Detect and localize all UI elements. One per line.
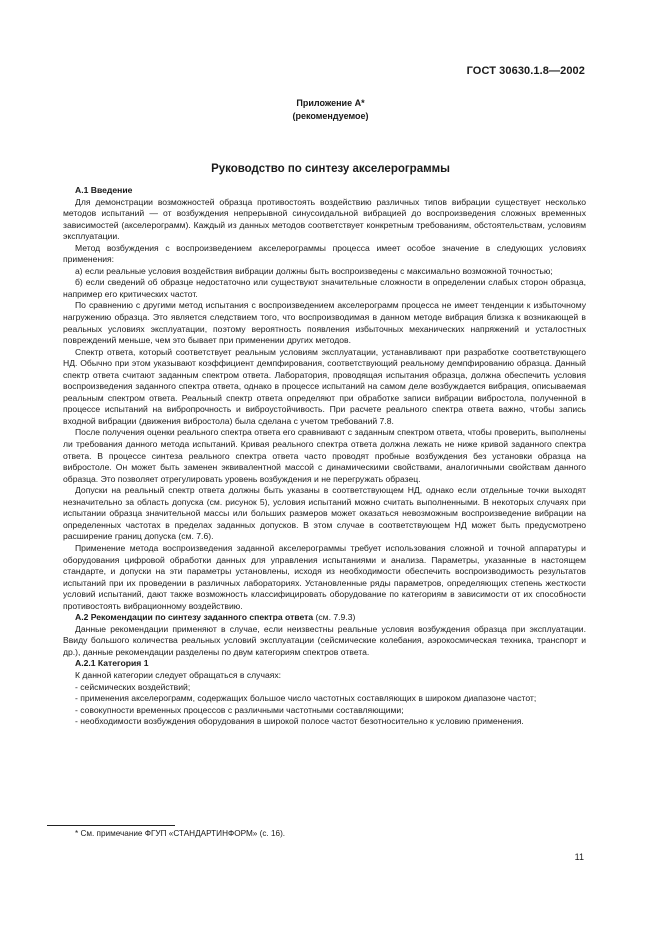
list-item: - применения акселерограмм, содержащих большое число частотных составляющих в широком диапазоне частот; [75,693,537,704]
section-heading-a1: А.1 Введение [75,185,133,195]
annex-title: Приложение А* [296,98,365,108]
section-heading-a2-title: А.2 Рекомендации по синтезу заданного спектра ответа [75,612,314,623]
annex-status: (рекомендуемое) [292,111,369,121]
section-heading-a21: А.2.1 Категория 1 [75,658,149,669]
page-number: 11 [574,852,584,862]
list-item: - необходимости возбуждения оборудования в широкой полосе частот безотносительно к условию применения. [75,716,524,727]
section-heading-a2-ref: (см. 7.9.3) [313,612,356,623]
footnote-divider [47,825,175,826]
section-heading-a2 [63,612,586,624]
annex-heading [0,97,661,123]
list-item: а) если реальные условия воздействия вибрации должны быть воспроизведены с максимально возможной точностью; [75,265,553,276]
document-body [63,185,586,728]
list-item: - совокупности временных процессов с различными частотными составляющими; [75,704,404,715]
paragraph: Метод возбуждения с воспроизведением акселерограммы процесса имеет особое значение в следующих условиях применения: [63,242,586,265]
main-title: Руководство по синтезу акселерограммы [211,163,450,175]
paragraph: Спектр ответа, который соответствует реальным условиям эксплуатации, устанавливают при разработке соответствующего НД. Обычно при этом указывают коэффициент демпфирования, соответствующий реальному демпфированию образца. Данный спектр ответа считают заданным спектром ответа. Лаборатория, проводящая испытания образца, должна обеспечить условия воспроизведения заданного спектра ответа, однако в процессе испытаний на самом деле возбуждается вибрация, описываемая реальным спектром ответа. Реальный спектр ответа определяют при обработке записи вибрации вибростола, полученной в процессе испытаний на вибропрочность и виброустойчивость. При расчете реального спектра ответа важно, чтобы запись входной вибрации (движения вибростола) была сделана с учетом требований 7.8. [63,346,586,426]
paragraph: К данной категории следует обращаться в случаях: [75,669,282,680]
paragraph: После получения оценки реального спектра ответа его сравнивают с заданным спектром ответа, чтобы проверить, выполнены ли требования данного метода испытаний. Кривая реального спектра ответа должна лежать не ниже кривой заданного спектра ответа. В процессе синтеза реального спектра ответа часто проводят пробные возбуждения без установки образца на вибростоле. Он может быть заменен эквивалентной массой с динамическими свойствами, аналогичными свойствам данного образца. Это позволяет отрегулировать уровень возбуждения и не перегружать образец. [63,427,586,484]
paragraph: Данные рекомендации применяют в случае, если неизвестны реальные условия возбуждения образца при эксплуатации. Ввиду большого количества реальных условий эксплуатации (сейсмические колебания, аэрокосмическая техника, транспорт и др.), данные рекомендации разделены по двум категориям спектров ответа. [63,623,586,657]
footnote: * См. примечание ФГУП «СТАНДАРТИНФОРМ» (с. 16). [75,829,286,838]
paragraph: Применение метода воспроизведения заданной акселерограммы требует использования сложной и точной аппаратуры и оборудования цифровой обработки данных для управления испытаниями и анализа. Параметры, указанные в настоящем стандарте, и допуски на эти параметры установлены, исходя из необходимости обеспечить воспроизводимость результатов испытаний при их проведении в различных лабораториях. Установленные ряды параметров, определяющих степень жесткости условий испытаний, дают также возможность классифицировать оборудование по категориям в зависимости от их способности противостоять вибрационному воздействию. [63,542,586,611]
list-item: б) если сведений об образце недостаточно или существуют значительные сложности в определении слабых сторон образца, например его критических частот. [63,277,586,299]
paragraph: Для демонстрации возможностей образца противостоять воздействию различных типов вибрации существует несколько методов испытаний — от возбуждения непрерывной синусоидальной вибрацией до воспроизведения сложных временных зависимостей (акселерограмм). Каждый из данных методов соответствует конкретным требованиям, обстоятельствам, условиям эксплуатации. [63,196,586,242]
paragraph: Допуски на реальный спектр ответа должны быть указаны в соответствующем НД, однако если отдельные точки выходят незначительно за область допуска (см. рисунок 5), условия испытаний можно считать выполненными. В некоторых случаях при испытании образца значительной массы или больших размеров может оказаться невозможным воспроизведение вибрации на определенных частотах в пределах заданных допусков. В этом случае в соответствующем НД может быть предусмотрено расширение границ допуска (см. 7.6). [63,485,586,542]
paragraph: По сравнению с другими метод испытания с воспроизведением акселерограмм процесса не имеет тенденции к избыточному нагружению образца. Это является следствием того, что воспроизводимая в данном методе вибрация близка к возникающей в реальных условиях эксплуатации, поэтому вероятность появления избыточных механических напряжений и усталостных повреждений меньше, чем это бывает при применении других методов. [63,300,586,346]
list-item: - сейсмических воздействий; [75,681,191,692]
document-code: ГОСТ 30630.1.8—2002 [466,65,585,77]
